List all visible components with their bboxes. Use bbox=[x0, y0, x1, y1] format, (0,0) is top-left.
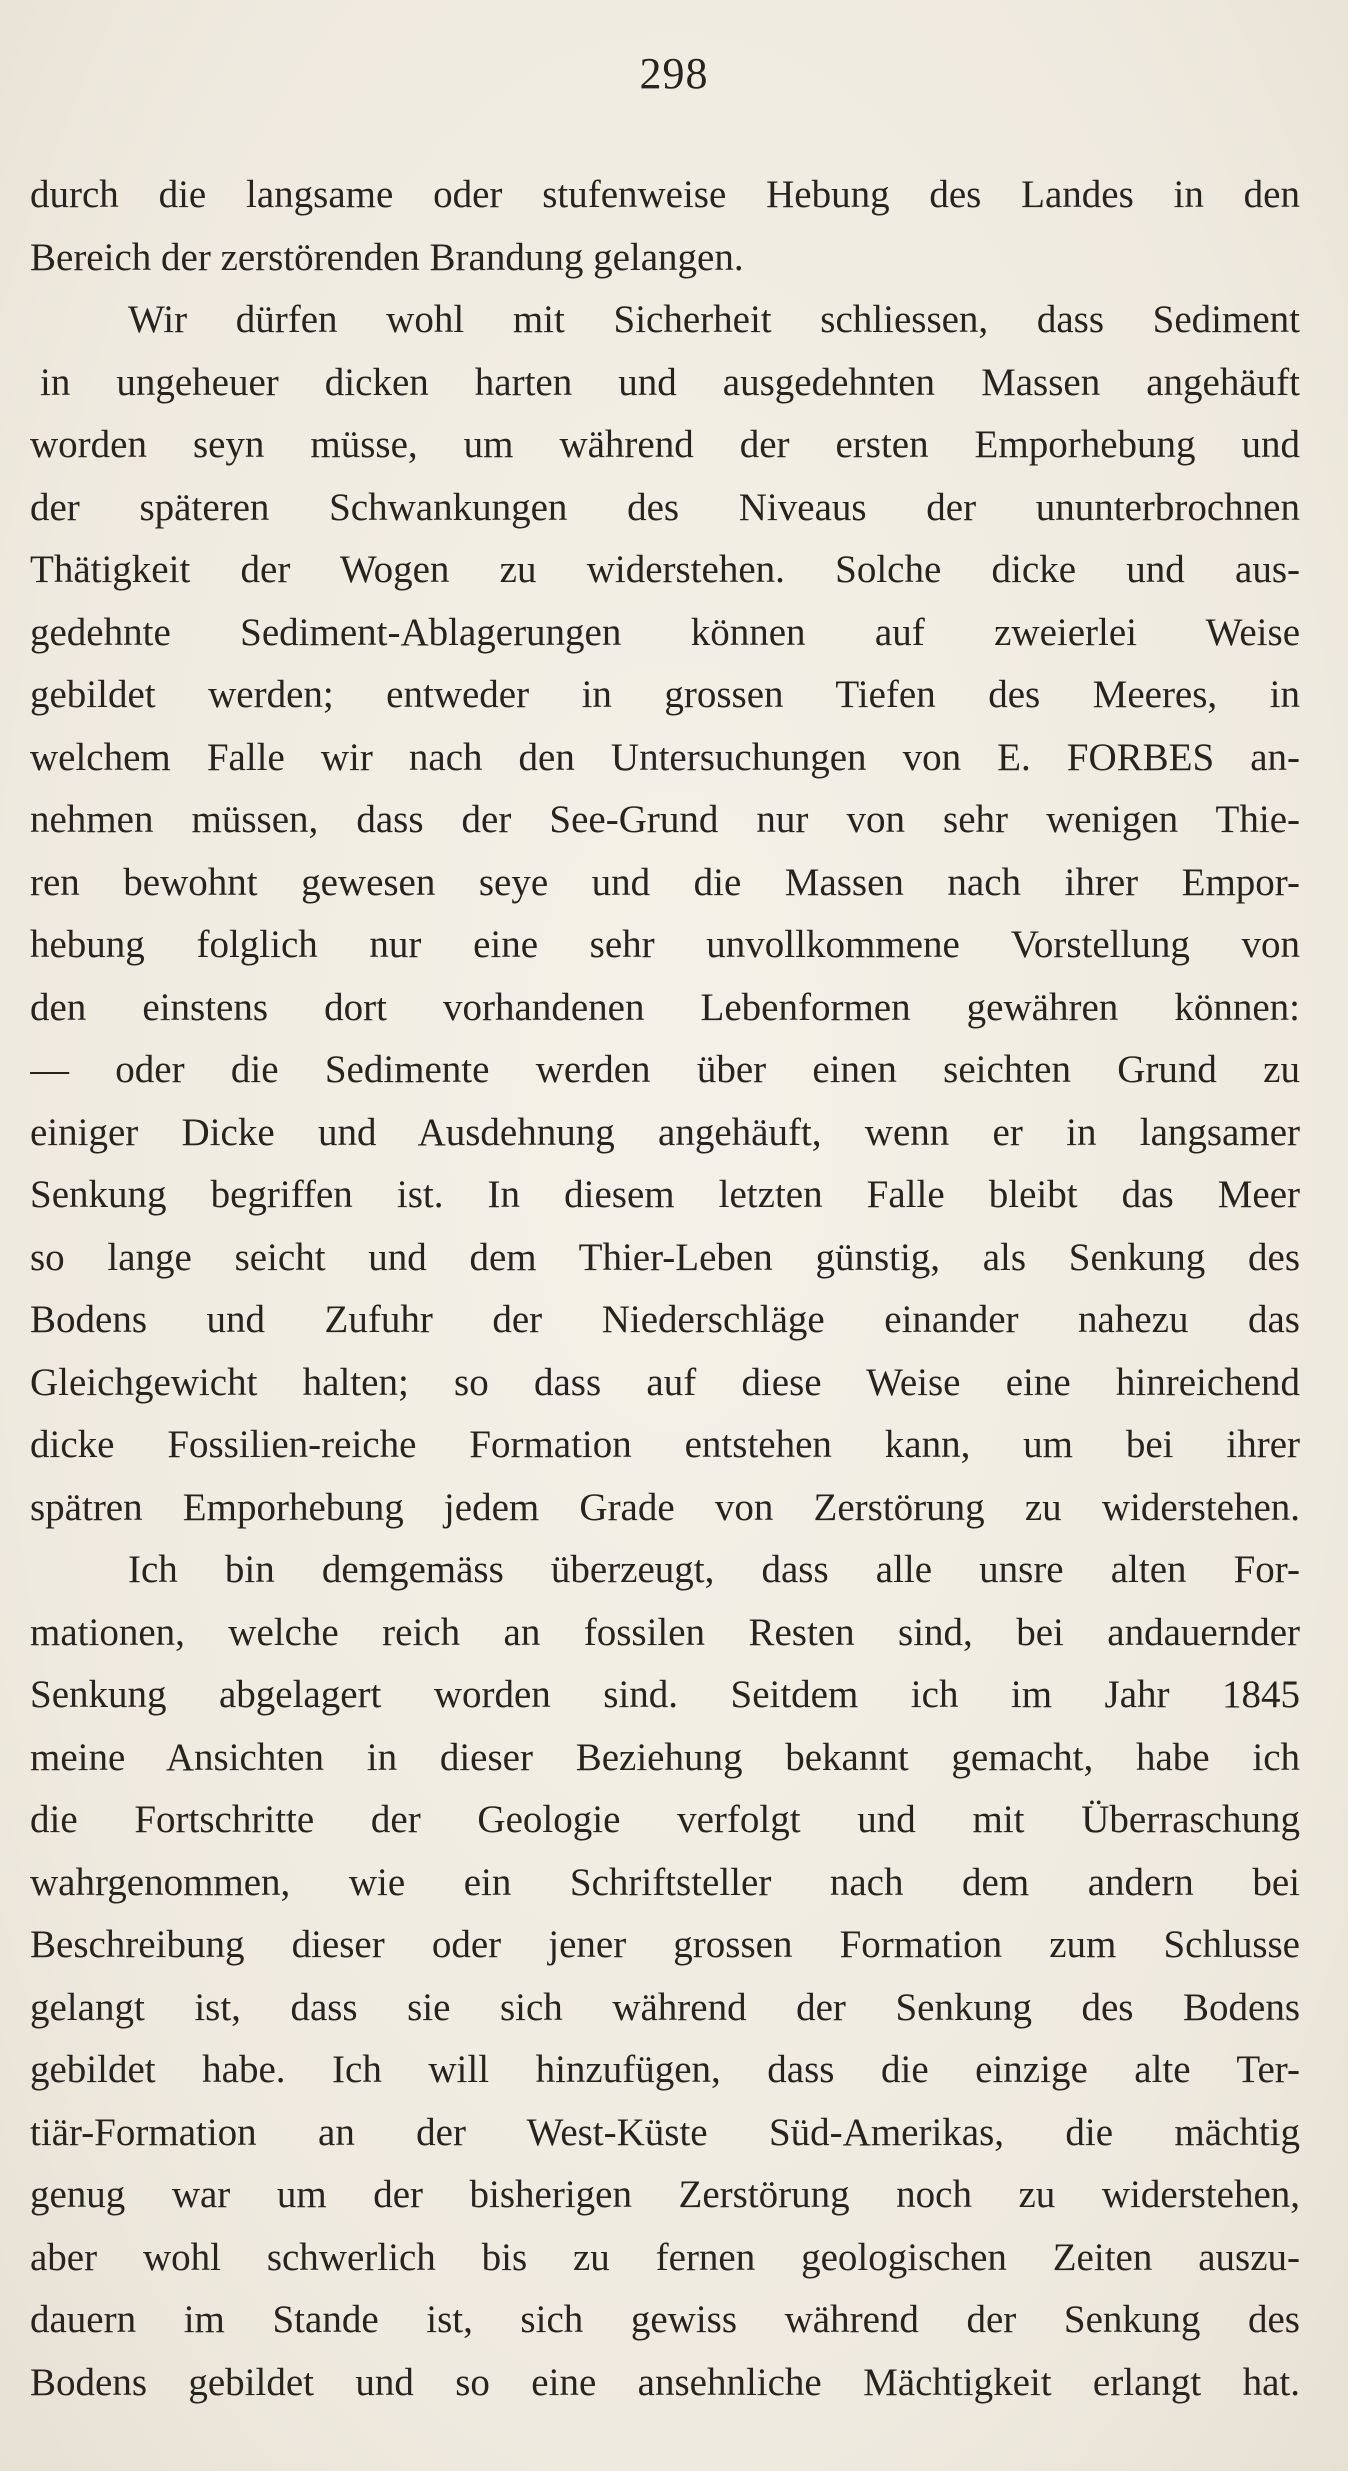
text-line: meine Ansichten in dieser Beziehung bekannt gemacht, habe ich bbox=[30, 1735, 1300, 1779]
text-line: die Fortschritte der Geologie verfolgt und mit Überraschung bbox=[30, 1798, 1300, 1841]
text-line: hebung folglich nur eine sehr unvollkommene Vorstellung von bbox=[30, 923, 1300, 966]
text-line: durch die langsame oder stufenweise Hebung des Landes in den bbox=[30, 173, 1300, 216]
text-line: Beschreibung dieser oder jener grossen Formation zum Schlusse bbox=[30, 1923, 1300, 1966]
body-text bbox=[30, 164, 1300, 2414]
text-line: welchem Falle wir nach den Untersuchungen von E. FORBES an- bbox=[30, 735, 1300, 779]
text-line: gelangt ist, dass sie sich während der Senkung des Bodens bbox=[30, 1985, 1300, 2029]
text-line: gebildet habe. Ich will hinzufügen, dass die einzige alte Ter- bbox=[30, 2048, 1300, 2091]
text-line: Gleichgewicht halten; so dass auf diese Weise eine hinreichend bbox=[30, 1360, 1300, 1404]
text-line: aber wohl schwerlich bis zu fernen geologischen Zeiten auszu- bbox=[30, 2235, 1300, 2279]
text-line: Bodens und Zufuhr der Niederschläge einander nahezu das bbox=[30, 1298, 1300, 1341]
text-line: — oder die Sedimente werden über einen seichten Grund zu bbox=[30, 1048, 1300, 1091]
text-line: genug war um der bisherigen Zerstörung noch zu widerstehen, bbox=[30, 2173, 1300, 2216]
text-line: der späteren Schwankungen des Niveaus der ununterbrochnen bbox=[30, 485, 1300, 529]
text-line: Bodens gebildet und so eine ansehnliche Mächtigkeit erlangt hat. bbox=[30, 2360, 1300, 2404]
text-line: mationen, welche reich an fossilen Resten sind, bei andauernder bbox=[30, 1610, 1300, 1654]
page-number: 298 bbox=[639, 49, 709, 98]
text-line: Thätigkeit der Wogen zu widerstehen. Solche dicke und aus- bbox=[30, 548, 1300, 591]
text-line: Bereich der zerstörenden Brandung gelangen. bbox=[30, 235, 744, 279]
text-line: dauern im Stande ist, sich gewiss während der Senkung des bbox=[30, 2298, 1300, 2341]
paragraph-first-line: Wir dürfen wohl mit Sicherheit schliessen, dass Sediment bbox=[128, 298, 1300, 341]
text-line: gedehnte Sediment-Ablagerungen können auf zweierlei Weise bbox=[30, 610, 1300, 654]
text-line: worden seyn müsse, um während der ersten Emporhebung und bbox=[30, 423, 1300, 466]
text-line: nehmen müssen, dass der See-Grund nur von sehr wenigen Thie- bbox=[30, 798, 1300, 841]
paragraph-first-line: Ich bin demgemäss überzeugt, dass alle unsre alten For- bbox=[128, 1548, 1300, 1591]
text-line: gebildet werden; entweder in grossen Tiefen des Meeres, in bbox=[30, 673, 1300, 716]
text-line: einiger Dicke und Ausdehnung angehäuft, wenn er in langsamer bbox=[30, 1110, 1300, 1154]
text-line: so lange seicht und dem Thier-Leben günstig, als Senkung des bbox=[30, 1235, 1300, 1279]
text-line: ren bewohnt gewesen seye und die Massen nach ihrer Empor- bbox=[30, 860, 1300, 904]
text-line: Senkung begriffen ist. In diesem letzten Falle bleibt das Meer bbox=[30, 1173, 1300, 1216]
text-line: in ungeheuer dicken harten und ausgedehnten Massen angehäuft bbox=[40, 360, 1300, 404]
text-line: den einstens dort vorhandenen Lebenformen gewähren können: bbox=[30, 985, 1300, 1029]
text-line: dicke Fossilien-reiche Formation entstehen kann, um bei ihrer bbox=[30, 1423, 1300, 1466]
text-line: wahrgenommen, wie ein Schriftsteller nach dem andern bei bbox=[30, 1860, 1300, 1904]
text-line: Senkung abgelagert worden sind. Seitdem ich im Jahr 1845 bbox=[30, 1673, 1300, 1716]
text-line: spätren Emporhebung jedem Grade von Zerstörung zu widerstehen. bbox=[30, 1485, 1300, 1529]
text-line: tiär-Formation an der West-Küste Süd-Amerikas, die mächtig bbox=[30, 2110, 1300, 2154]
